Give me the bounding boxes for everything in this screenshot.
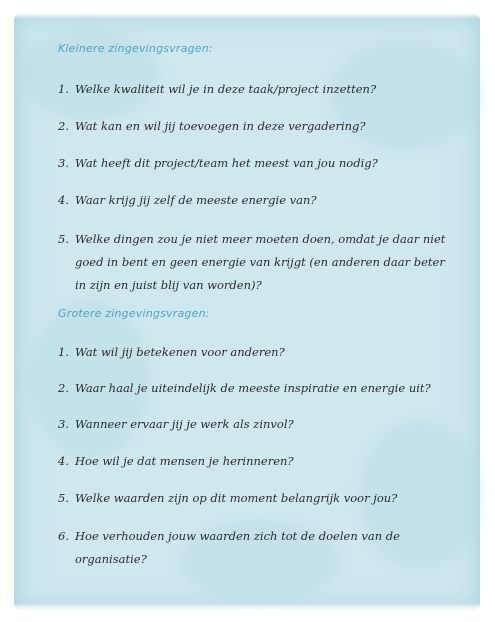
list-item: [58, 377, 458, 400]
item-text: Welke dingen zou je niet meer moeten doen, omdat je daar niet goed in bent en geen energie van krijgt (en anderen daar beter in zijn en juist blij van worden)?: [75, 232, 446, 292]
list-item: [58, 115, 458, 138]
item-number: 4.: [58, 193, 69, 207]
item-number: 3.: [58, 156, 69, 170]
item-number: 1.: [58, 82, 69, 96]
item-text: Welke waarden zijn op dit moment belangrijk voor jou?: [75, 491, 398, 505]
list-item: [58, 450, 458, 473]
list-item: [58, 152, 458, 175]
item-number: 3.: [58, 417, 69, 431]
list-item: [58, 228, 458, 297]
item-text: Waar haal je uiteindelijk de meeste inspiratie en energie uit?: [75, 381, 431, 395]
item-number: 6.: [58, 529, 69, 543]
item-number: 5.: [58, 491, 69, 505]
item-text: Welke kwaliteit wil je in deze taak/project inzetten?: [75, 82, 377, 96]
item-text: Wat kan en wil jij toevoegen in deze vergadering?: [75, 119, 366, 133]
list-item: [58, 78, 458, 101]
list-item: [58, 525, 458, 571]
item-number: 1.: [58, 345, 69, 359]
item-text: Wat wil jij betekenen voor anderen?: [75, 345, 285, 359]
item-number: 5.: [58, 232, 69, 246]
item-number: 4.: [58, 454, 69, 468]
item-number: 2.: [58, 381, 69, 395]
item-text: Wat heeft dit project/team het meest van jou nodig?: [75, 156, 378, 170]
section-heading-small: Kleinere zingevingsvragen:: [58, 42, 213, 55]
item-text: Hoe wil je dat mensen je herinneren?: [75, 454, 294, 468]
list-item: [58, 189, 458, 212]
list-item: [58, 413, 458, 436]
item-text: Hoe verhouden jouw waarden zich tot de doelen van de organisatie?: [75, 529, 400, 566]
item-text: Wanneer ervaar jij je werk als zinvol?: [75, 417, 294, 431]
list-item: [58, 341, 458, 364]
list-item: [58, 487, 458, 510]
item-text: Waar krijg jij zelf de meeste energie van?: [75, 193, 317, 207]
item-number: 2.: [58, 119, 69, 133]
section-heading-large: Grotere zingevingsvragen:: [58, 307, 210, 320]
